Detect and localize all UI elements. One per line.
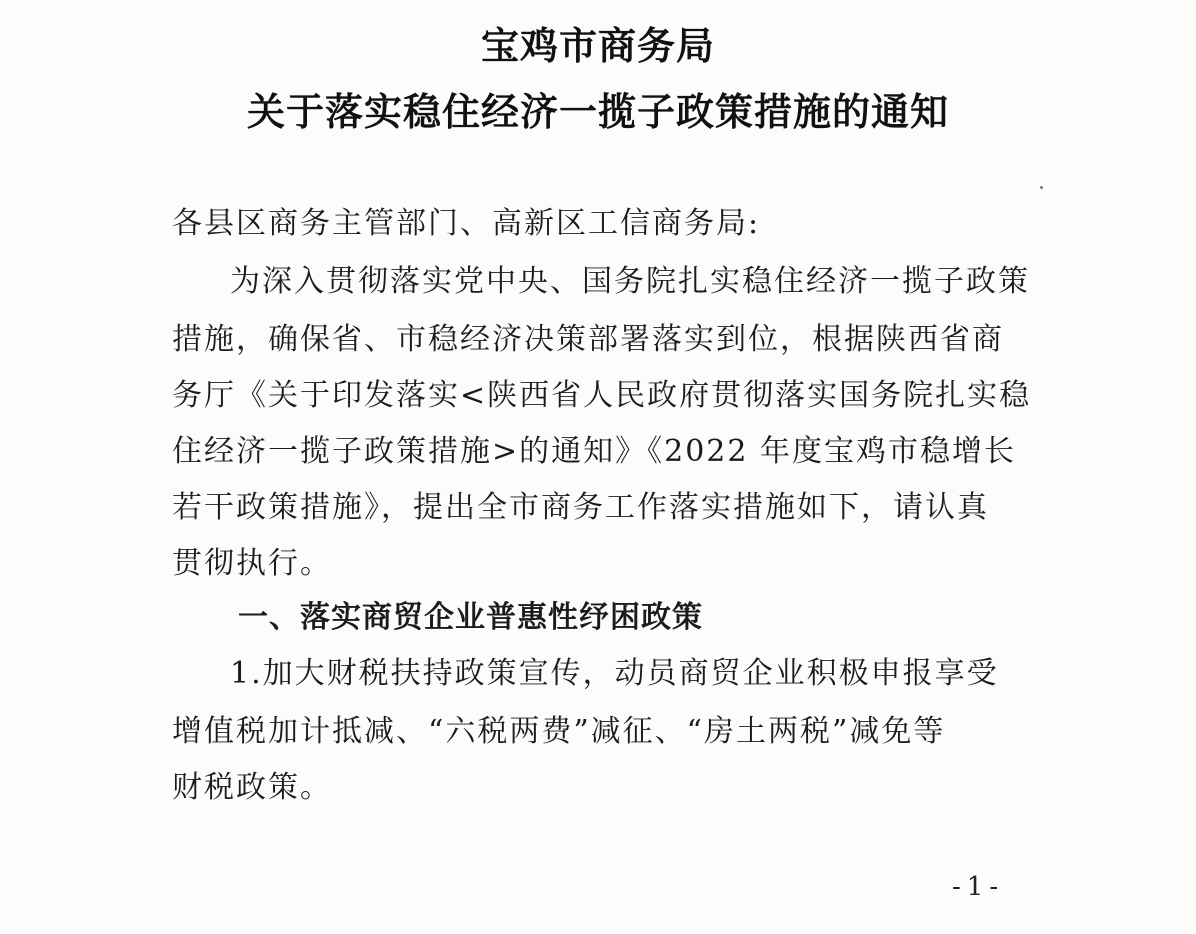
intro-line-6: 贯彻执行。 <box>172 546 332 581</box>
page-number: -1- <box>952 872 1005 902</box>
addressee-line: 各县区商务主管部门、高新区工信商务局: <box>172 206 761 241</box>
item1-line-2: 增值税加计抵减、“六税两费”减征、“房土两税”减免等 <box>172 714 946 749</box>
intro-line-4: 住经济一揽子政策措施>的通知》《2022 年度宝鸡市稳增长 <box>172 434 1017 469</box>
item1-line-3: 财税政策。 <box>172 770 332 805</box>
document-title-issuer: 宝鸡市商务局 <box>480 24 715 68</box>
document-title-subject: 关于落实稳住经济一揽子政策措施的通知 <box>246 90 949 134</box>
intro-line-1: 为深入贯彻落实党中央、国务院扎实稳住经济一揽子政策 <box>230 264 1030 299</box>
intro-line-5: 若干政策措施》，提出全市商务工作落实措施如下，请认真 <box>172 490 989 525</box>
item1-line-1: 1.加大财税扶持政策宣传，动员商贸企业积极申报享受 <box>230 656 999 691</box>
scan-speck <box>1040 186 1043 189</box>
intro-line-3: 务厅《关于印发落实<陕西省人民政府贯彻落实国务院扎实稳 <box>172 378 1032 413</box>
section-heading: 一、落实商贸企业普惠性纾困政策 <box>238 600 703 635</box>
intro-line-2: 措施，确保省、市稳经济决策部署落实到位，根据陕西省商 <box>172 322 1004 357</box>
